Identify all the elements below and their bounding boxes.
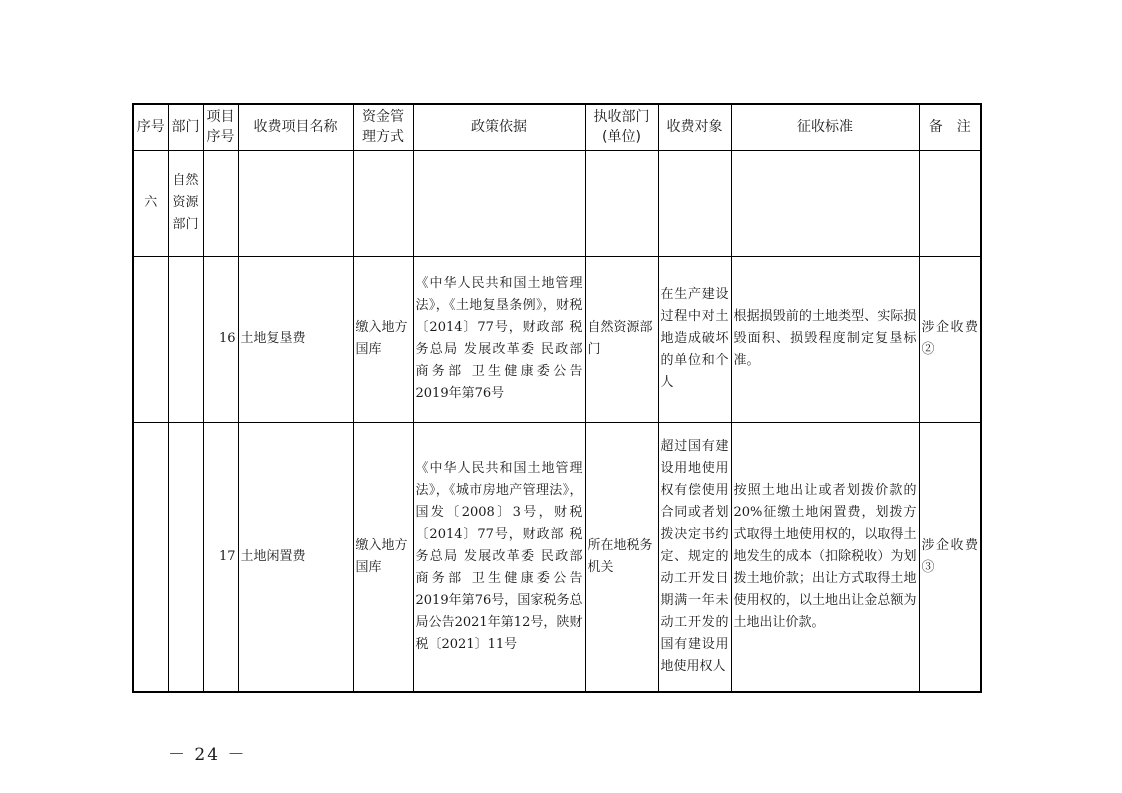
header-name: 收费项目名称: [238, 104, 353, 150]
row-standard: 根据损毁前的土地类型、实际损毁面积、损毁程度制定复垦标准。: [731, 256, 919, 422]
row-collector: 所在地税务机关: [585, 422, 658, 692]
header-fund-mgmt: 资金管理方式: [353, 104, 413, 150]
row-item-no: 16: [203, 256, 238, 422]
fee-table: [132, 103, 982, 693]
row-item-no: 17: [203, 422, 238, 692]
row-policy: 《中华人民共和国土地管理法》，《城市房地产管理法》，国发〔2008〕3号，财税〔2014〕77号，财政部 税务总局 发展改革委 民政部 商务部 卫生健康委公告2019年第76号，国家税务总局公告2021年第12号，陕财税〔2021〕11号: [413, 422, 585, 692]
row-fund-mgmt: 缴入地方国库: [353, 422, 413, 692]
header-row: [133, 104, 981, 150]
row-payer: 超过国有建设用地使用权有偿使用合同或者划拨决定书约定、规定的动工开发日期满一年未动工开发的国有建设用地使用权人: [658, 422, 731, 692]
header-collector: 执收部门(单位): [585, 104, 658, 150]
row-name: 土地复垦费: [238, 256, 353, 422]
row-standard: 按照土地出让或者划拨价款的20%征缴土地闲置费，划拨方式取得土地使用权的，以取得土地发生的成本（扣除税收）为划拨土地价款；出让方式取得土地使用权的，以土地出让金总额为土地出让价款。: [731, 422, 919, 692]
page-number: － 24 －: [168, 745, 247, 765]
header-remark: 备 注: [919, 104, 981, 150]
header-dept: 部门: [168, 104, 203, 150]
row-name: 土地闲置费: [238, 422, 353, 692]
section-dept: 自然资源部门: [172, 173, 199, 232]
row-remark: 涉企收费②: [919, 256, 981, 422]
header-item-no: 项目序号: [203, 104, 238, 150]
header-seq: 序号: [133, 104, 168, 150]
row-fund-mgmt: 缴入地方国库: [353, 256, 413, 422]
row-policy: 《中华人民共和国土地管理法》，《土地复垦条例》，财税〔2014〕77号，财政部 税务总局 发展改革委 民政部 商务部 卫生健康委公告2019年第76号: [413, 256, 585, 422]
section-seq: 六: [133, 150, 168, 256]
header-standard: 征收标准: [731, 104, 919, 150]
table-row: [133, 422, 981, 692]
header-payer: 收费对象: [658, 104, 731, 150]
row-payer: 在生产建设过程中对土地造成破坏的单位和个人: [658, 256, 731, 422]
row-remark: 涉企收费③: [919, 422, 981, 692]
table-row: [133, 256, 981, 422]
row-collector: 自然资源部门: [585, 256, 658, 422]
header-policy: 政策依据: [413, 104, 585, 150]
section-row: [133, 150, 981, 256]
